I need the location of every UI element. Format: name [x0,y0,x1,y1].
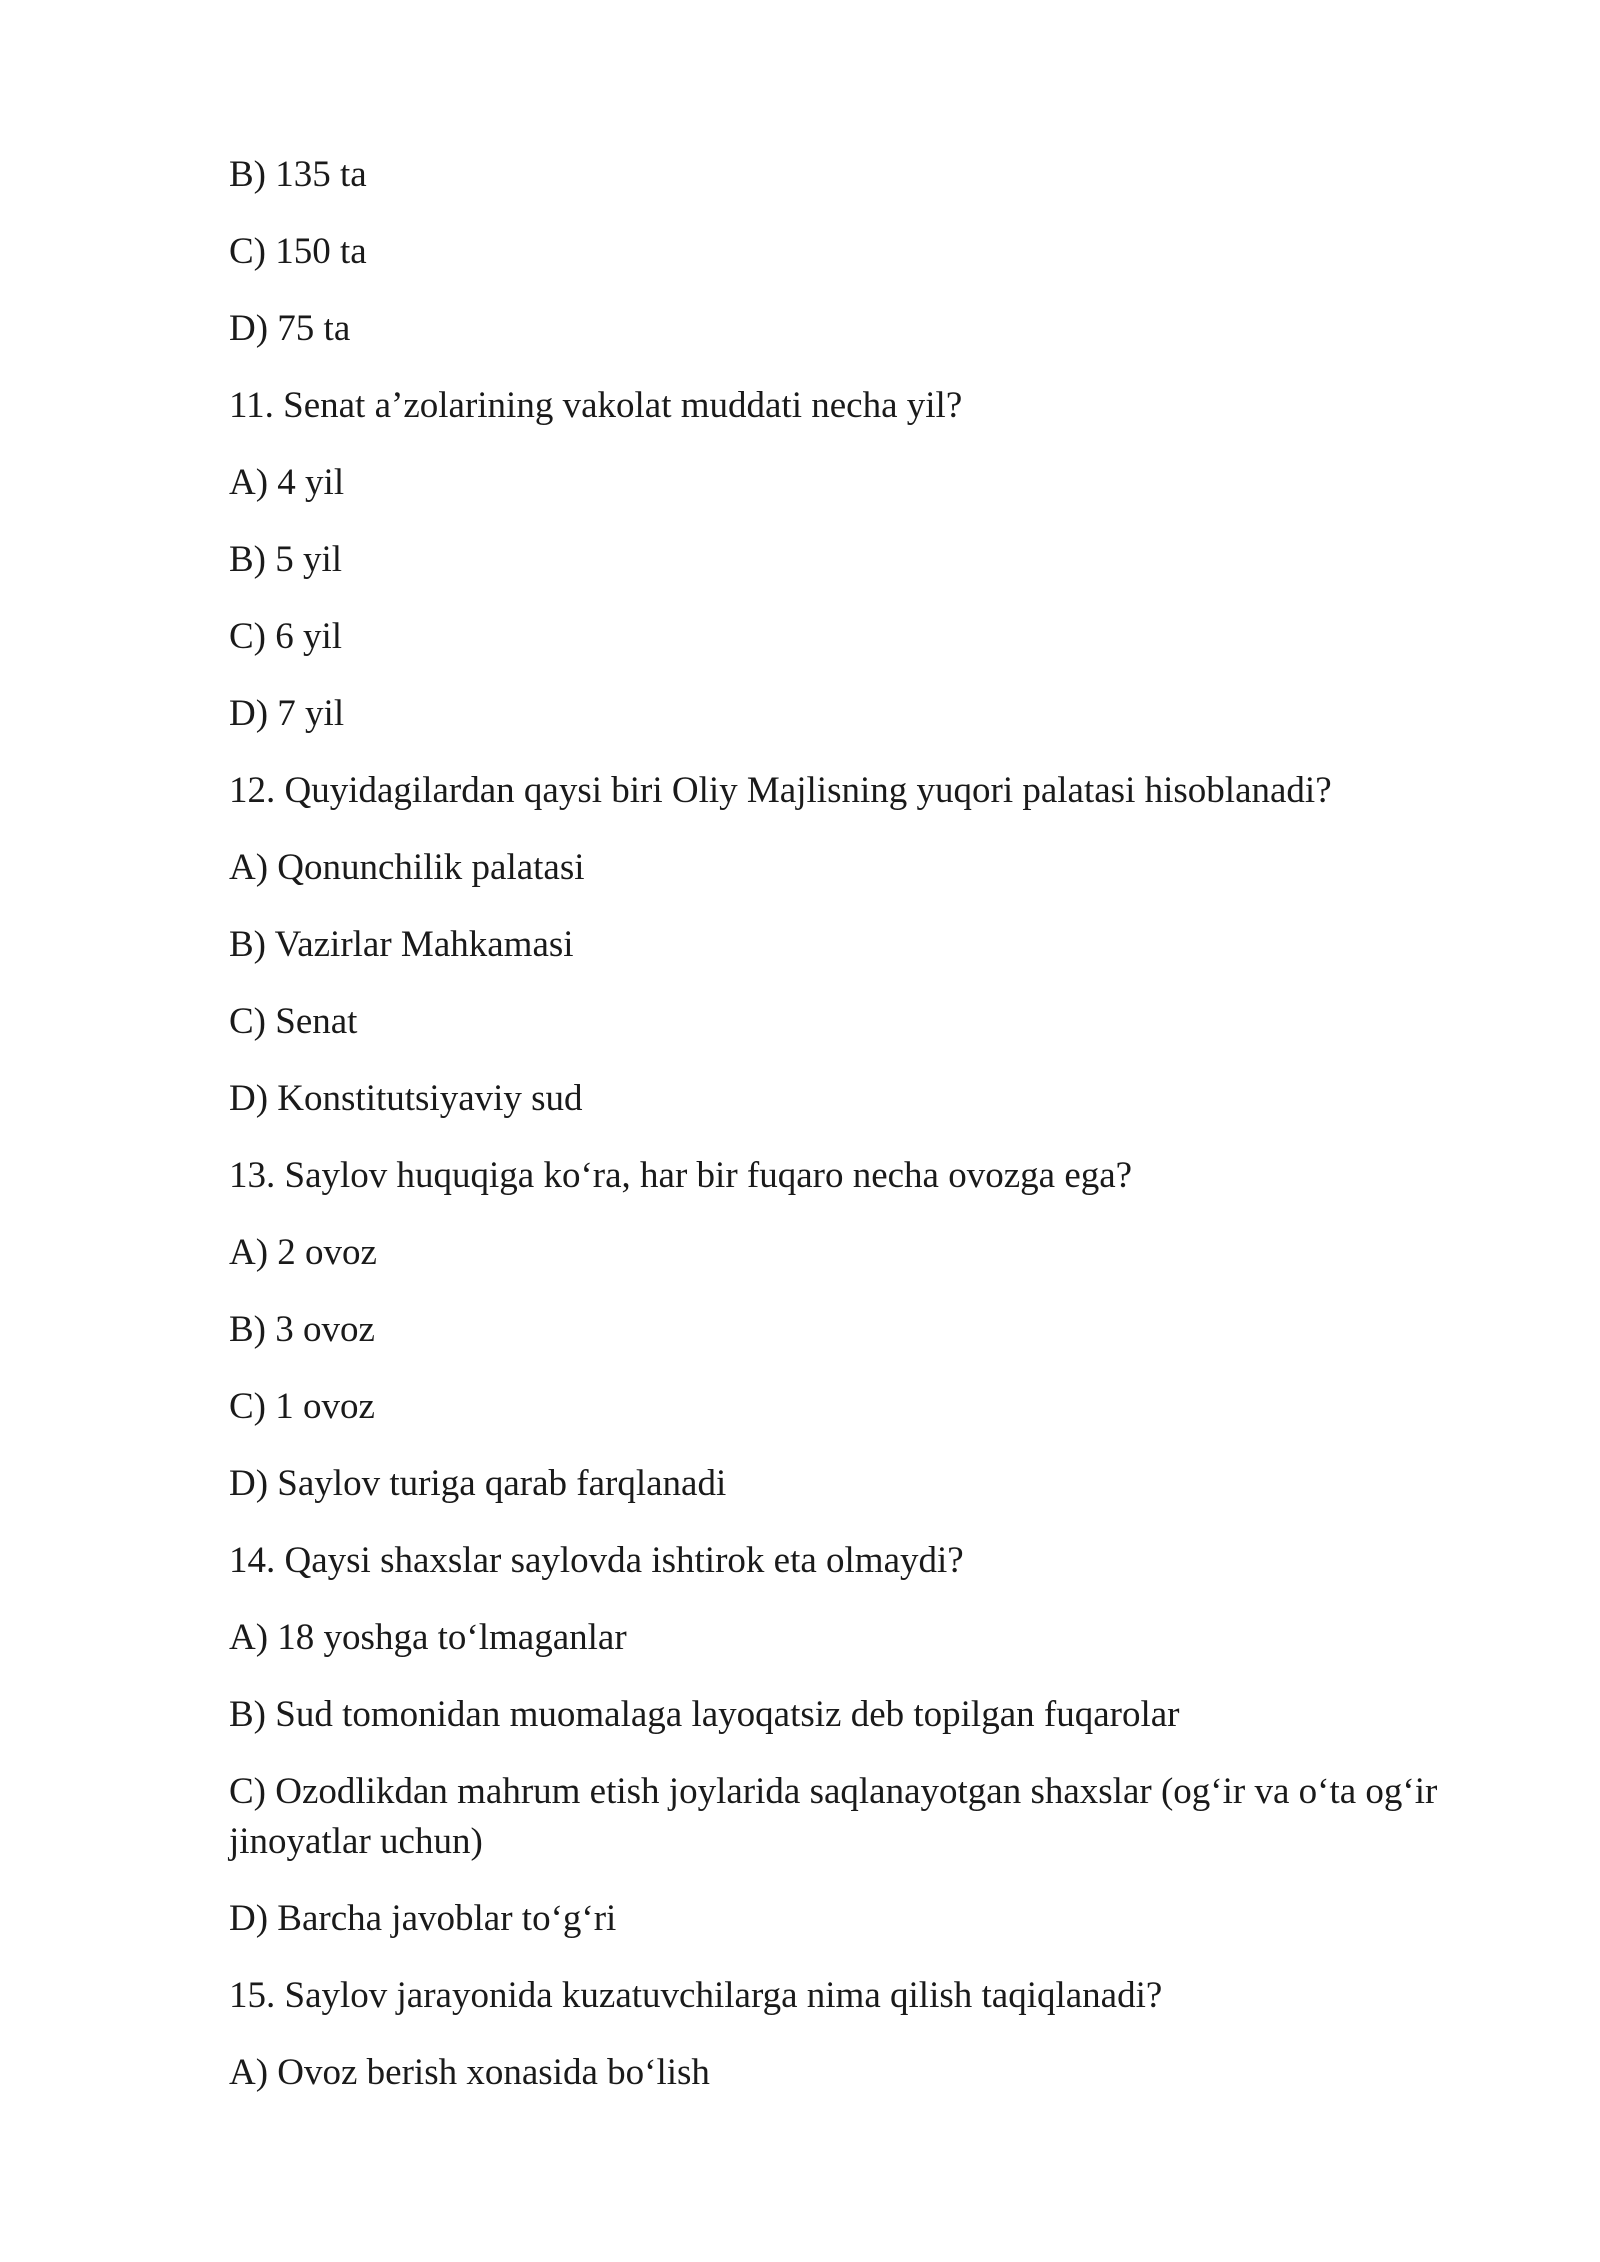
answer-option: B) 135 ta [229,154,367,195]
question-12: 12. Quyidagilardan qaysi biri Oliy Majlisning yuqori palatasi hisoblanadi? [229,770,1332,811]
answer-option: D) 7 yil [229,693,345,734]
answer-option: D) 75 ta [229,308,351,349]
question-11: 11. Senat a’zolarining vakolat muddati necha yil? [229,385,963,426]
answer-option: D) Barcha javoblar to‘g‘ri [229,1898,617,1939]
question-14: 14. Qaysi shaxslar saylovda ishtirok eta olmaydi? [229,1540,964,1581]
answer-option: B) 5 yil [229,539,343,580]
answer-option: D) Konstitutsiyaviy sud [229,1078,583,1119]
answer-option: B) Vazirlar Mahkamasi [229,924,574,965]
answer-option: A) Ovoz berish xonasida bo‘lish [229,2052,710,2093]
question-15: 15. Saylov jarayonida kuzatuvchilarga nima qilish taqiqlanadi? [229,1975,1163,2016]
answer-option: C) 1 ovoz [229,1386,375,1427]
answer-option: A) 2 ovoz [229,1232,377,1273]
answer-option: A) Qonunchilik palatasi [229,847,585,888]
answer-option: C) 150 ta [229,231,367,272]
answer-option: B) 3 ovoz [229,1309,375,1350]
answer-option: A) 18 yoshga to‘lmaganlar [229,1617,627,1658]
quiz-content [229,150,1469,2125]
answer-option: A) 4 yil [229,462,345,503]
answer-option: B) Sud tomonidan muomalaga layoqatsiz deb topilgan fuqarolar [229,1694,1180,1735]
question-13: 13. Saylov huquqiga ko‘ra, har bir fuqaro necha ovozga ega? [229,1155,1133,1196]
answer-option: C) Senat [229,1001,358,1042]
answer-option: C) Ozodlikdan mahrum etish joylarida saqlanayotgan shaxslar (og‘ir va o‘ta og‘ir jinoyatlar uchun) [229,1771,1438,1862]
answer-option: D) Saylov turiga qarab farqlanadi [229,1463,727,1504]
answer-option: C) 6 yil [229,616,343,657]
